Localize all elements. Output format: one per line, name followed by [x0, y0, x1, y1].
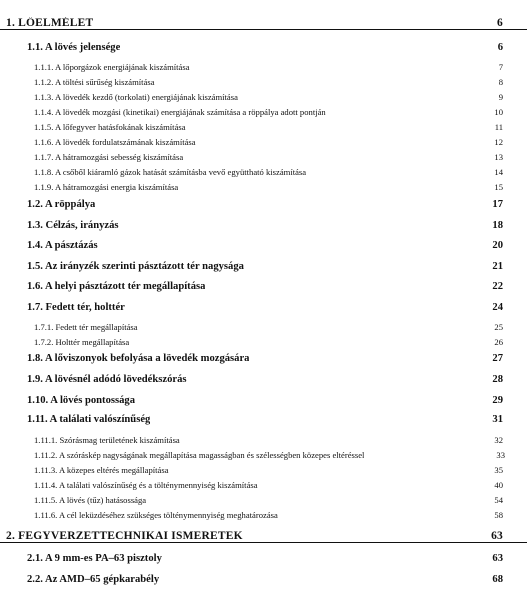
toc-entry-page: 21: [492, 261, 503, 272]
toc-entry-title: 1.7. Fedett tér, holttér: [27, 302, 125, 313]
toc-entry-subsection: [0, 182, 527, 192]
toc-entry-page: 40: [494, 480, 503, 490]
toc-entry-page: 27: [492, 353, 503, 364]
toc-entry-page: 7: [498, 62, 503, 72]
toc-entry-page: 20: [492, 240, 503, 251]
toc-entry-subsection: [0, 480, 527, 490]
toc-entry-subsection: [0, 322, 527, 332]
toc-entry-page: 13: [494, 152, 503, 162]
toc-entry-title: 1.11.1. Szórásmag területének kiszámítása: [34, 435, 180, 445]
toc-entry-section: [0, 199, 527, 210]
toc-entry-title: 1.1.7. A hátramozgási sebesség kiszámítása: [34, 152, 184, 162]
toc-entry-page: 9: [498, 92, 503, 102]
toc-entry-page: 26: [494, 337, 503, 347]
toc-entry-section: [0, 261, 527, 272]
toc-entry-subsection: [0, 167, 527, 177]
toc-entry-chapter: [0, 530, 527, 543]
toc-entry-title: 1.7.2. Holttér megállapítása: [34, 337, 130, 347]
toc-entry-subsection: [0, 465, 527, 475]
toc-entry-page: 17: [492, 199, 503, 210]
toc-entry-section: [0, 281, 527, 292]
toc-entry-page: 15: [494, 182, 503, 192]
toc-entry-subsection: [0, 62, 527, 72]
toc-entry-page: 63: [491, 530, 503, 542]
toc-entry-page: 25: [494, 322, 503, 332]
toc-entry-title: 1.1. A lövés jelensége: [27, 42, 121, 53]
toc-entry-title: 1.11.5. A lövés (tűz) hatásossága: [34, 495, 147, 505]
toc-entry-title: 1.11. A találati valószínűség: [27, 414, 151, 425]
toc-entry-title: 1.1.5. A lőfegyver hatásfokának kiszámítása: [34, 122, 186, 132]
toc-entry-title: 1.2. A röppálya: [27, 199, 96, 210]
toc-entry-page: 35: [494, 465, 503, 475]
toc-entry-subsection: [0, 450, 527, 460]
toc-entry-section: [0, 574, 527, 585]
toc-entry-page: 58: [494, 510, 503, 520]
toc-entry-page: 6: [497, 42, 503, 53]
toc-entry-title: 2.2. Az AMD–65 gépkarabély: [27, 574, 160, 585]
toc-entry-subsection: [0, 77, 527, 87]
toc-entry-section: [0, 42, 527, 53]
toc-entry-title: 1.3. Célzás, irányzás: [27, 220, 119, 231]
toc-entry-section: [0, 220, 527, 231]
toc-entry-title: 1.11.4. A találati valószínűség és a tölténymennyiség kiszámítása: [34, 480, 258, 490]
toc-entry-page: 68: [492, 574, 503, 585]
toc-entry-title: 2. FEGYVERZETTECHNIKAI ISMERETEK: [6, 530, 243, 542]
toc-entry-subsection: [0, 337, 527, 347]
toc-entry-section: [0, 395, 527, 406]
toc-entry-page: 10: [494, 107, 503, 117]
toc-entry-title: 1.1.1. A lőporgázok energiájának kiszámítása: [34, 62, 190, 72]
toc-entry-subsection: [0, 435, 527, 445]
toc-entry-subsection: [0, 152, 527, 162]
toc-entry-page: 63: [492, 553, 503, 564]
toc-entry-section: [0, 374, 527, 385]
toc-entry-subsection: [0, 92, 527, 102]
toc-entry-page: 33: [496, 450, 505, 460]
toc-entry-title: 1.11.2. A szóráskép nagyságának megállapítása magasságban és szélességben közepes eltéréssel: [34, 450, 365, 460]
toc-entry-page: 54: [494, 495, 503, 505]
toc-entry-title: 1.5. Az irányzék szerinti pásztázott tér nagysága: [27, 261, 244, 272]
toc-entry-title: 1.1.9. A hátramozgási energia kiszámítása: [34, 182, 179, 192]
toc-entry-page: 22: [492, 281, 503, 292]
toc-entry-subsection: [0, 122, 527, 132]
toc-entry-section: [0, 302, 527, 313]
toc-entry-page: 28: [492, 374, 503, 385]
toc-entry-page: 24: [492, 302, 503, 313]
toc-entry-page: 6: [497, 17, 503, 29]
toc-entry-title: 1.4. A pásztázás: [27, 240, 98, 251]
toc-entry-subsection: [0, 510, 527, 520]
toc-entry-page: 8: [498, 77, 503, 87]
toc-entry-subsection: [0, 495, 527, 505]
toc-entry-title: 1.10. A lövés pontossága: [27, 395, 136, 406]
toc-entry-chapter: [0, 17, 527, 30]
toc-entry-title: 2.1. A 9 mm-es PA–63 pisztoly: [27, 553, 162, 564]
toc-entry-section: [0, 414, 527, 425]
toc-entry-page: 11: [494, 122, 503, 132]
toc-entry-subsection: [0, 107, 527, 117]
toc-entry-section: [0, 240, 527, 251]
toc-entry-page: 29: [492, 395, 503, 406]
toc-entry-subsection: [0, 137, 527, 147]
toc-entry-title: 1.8. A lőviszonyok befolyása a lövedék mozgására: [27, 353, 250, 364]
toc-entry-title: 1. LŐELMÉLET: [6, 17, 94, 29]
toc-entry-page: 32: [494, 435, 503, 445]
toc-entry-title: 1.1.4. A lövedék mozgási (kinetikai) energiájának számítása a röppálya adott pontján: [34, 107, 326, 117]
toc-entry-page: 31: [492, 414, 503, 425]
toc-entry-title: 1.1.2. A töltési sűrűség kiszámítása: [34, 77, 155, 87]
toc-entry-page: 18: [492, 220, 503, 231]
toc-entry-title: 1.7.1. Fedett tér megállapítása: [34, 322, 138, 332]
toc-entry-title: 1.1.6. A lövedék fordulatszámának kiszámítása: [34, 137, 196, 147]
toc-entry-title: 1.11.6. A cél leküzdéséhez szükséges tölténymennyiség meghatározása: [34, 510, 278, 520]
toc-entry-title: 1.6. A helyi pásztázott tér megállapítása: [27, 281, 206, 292]
toc-entry-page: 12: [494, 137, 503, 147]
toc-entry-section: [0, 353, 527, 364]
toc-entry-title: 1.1.3. A lövedék kezdő (torkolati) energiájának kiszámítása: [34, 92, 238, 102]
toc-entry-section: [0, 553, 527, 564]
toc-entry-title: 1.11.3. A közepes eltérés megállapítása: [34, 465, 169, 475]
toc-entry-title: 1.9. A lövésnél adódó lövedékszórás: [27, 374, 187, 385]
toc-entry-page: 14: [494, 167, 503, 177]
toc-entry-title: 1.1.8. A csőből kiáramló gázok hatását számításba vevő együttható kiszámítása: [34, 167, 307, 177]
